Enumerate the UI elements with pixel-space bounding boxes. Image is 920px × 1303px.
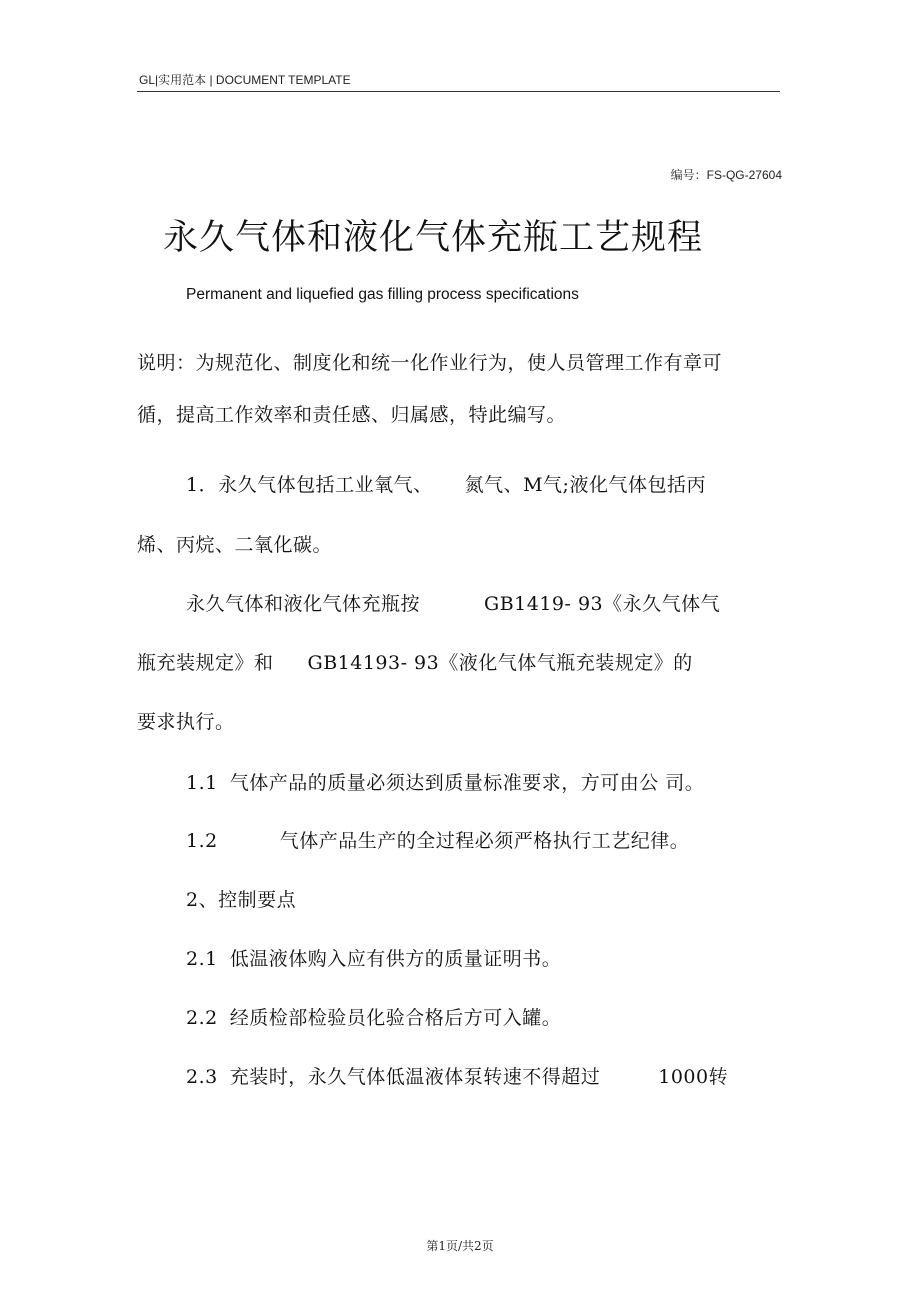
paragraph-1-part-a: 1．永久气体包括工业氧气、 xyxy=(186,474,433,496)
header-divider xyxy=(137,91,780,92)
document-number: 编号：FS-QG-27604 xyxy=(670,168,782,182)
paragraph-1-line-2: 烯、丙烷、二氧化碳。 xyxy=(137,534,333,556)
intro-line-1: 说明：为规范化、制度化和统一化作业行为，使人员管理工作有章可 xyxy=(137,352,723,374)
intro-line-2: 循，提高工作效率和责任感、归属感，特此编写。 xyxy=(137,404,567,426)
header-label: GL|实用范本 | DOCUMENT TEMPLATE xyxy=(139,73,351,87)
section-2-2 xyxy=(186,1003,561,1030)
section-2-1-number: 2.1 xyxy=(186,948,218,970)
document-subtitle: Permanent and liquefied gas filling process specifications xyxy=(186,286,579,303)
section-2-3-value: 1000转 xyxy=(658,1066,729,1088)
section-2-3-text: 充装时，永久气体低温液体泵转速不得超过 xyxy=(229,1066,601,1088)
paragraph-2-standard-2: GB14193- 93《液化气体气瓶充装规定》的 xyxy=(307,652,693,674)
section-1-1 xyxy=(186,768,704,795)
document-title: 永久气体和液化气体充瓶工艺规程 xyxy=(163,218,704,258)
paragraph-2-part-c: 瓶充装规定》和 xyxy=(137,652,274,674)
paragraph-2-line-1 xyxy=(186,589,720,616)
section-2-1-text: 低温液体购入应有供方的质量证明书。 xyxy=(229,948,562,970)
section-1-2 xyxy=(186,826,689,853)
paragraph-1-part-b: 氮气、M气;液化气体包括丙 xyxy=(464,474,706,496)
section-2-2-text: 经质检部检验员化验合格后方可入罐。 xyxy=(229,1007,562,1029)
paragraph-1-line-1 xyxy=(186,470,706,497)
section-1-2-text: 气体产品生产的全过程必须严格执行工艺纪律。 xyxy=(279,830,690,852)
section-2-2-number: 2.2 xyxy=(186,1007,218,1029)
section-1-2-number: 1.2 xyxy=(186,830,218,852)
section-2-3-number: 2.3 xyxy=(186,1066,218,1088)
section-1-1-text: 气体产品的质量必须达到质量标准要求，方可由公 司。 xyxy=(229,772,705,794)
paragraph-2-standard-1: GB1419- 93《永久气体气 xyxy=(484,593,721,615)
section-1-1-number: 1.1 xyxy=(186,772,218,794)
section-2-1 xyxy=(186,944,561,971)
paragraph-2-line-2 xyxy=(137,648,693,675)
section-2-heading: 2、控制要点 xyxy=(186,889,297,911)
paragraph-2-line-3: 要求执行。 xyxy=(137,711,235,733)
page-number: 第1页/共2页 xyxy=(426,1239,494,1253)
paragraph-2-part-a: 永久气体和液化气体充瓶按 xyxy=(186,593,421,615)
section-2-3 xyxy=(186,1062,728,1089)
